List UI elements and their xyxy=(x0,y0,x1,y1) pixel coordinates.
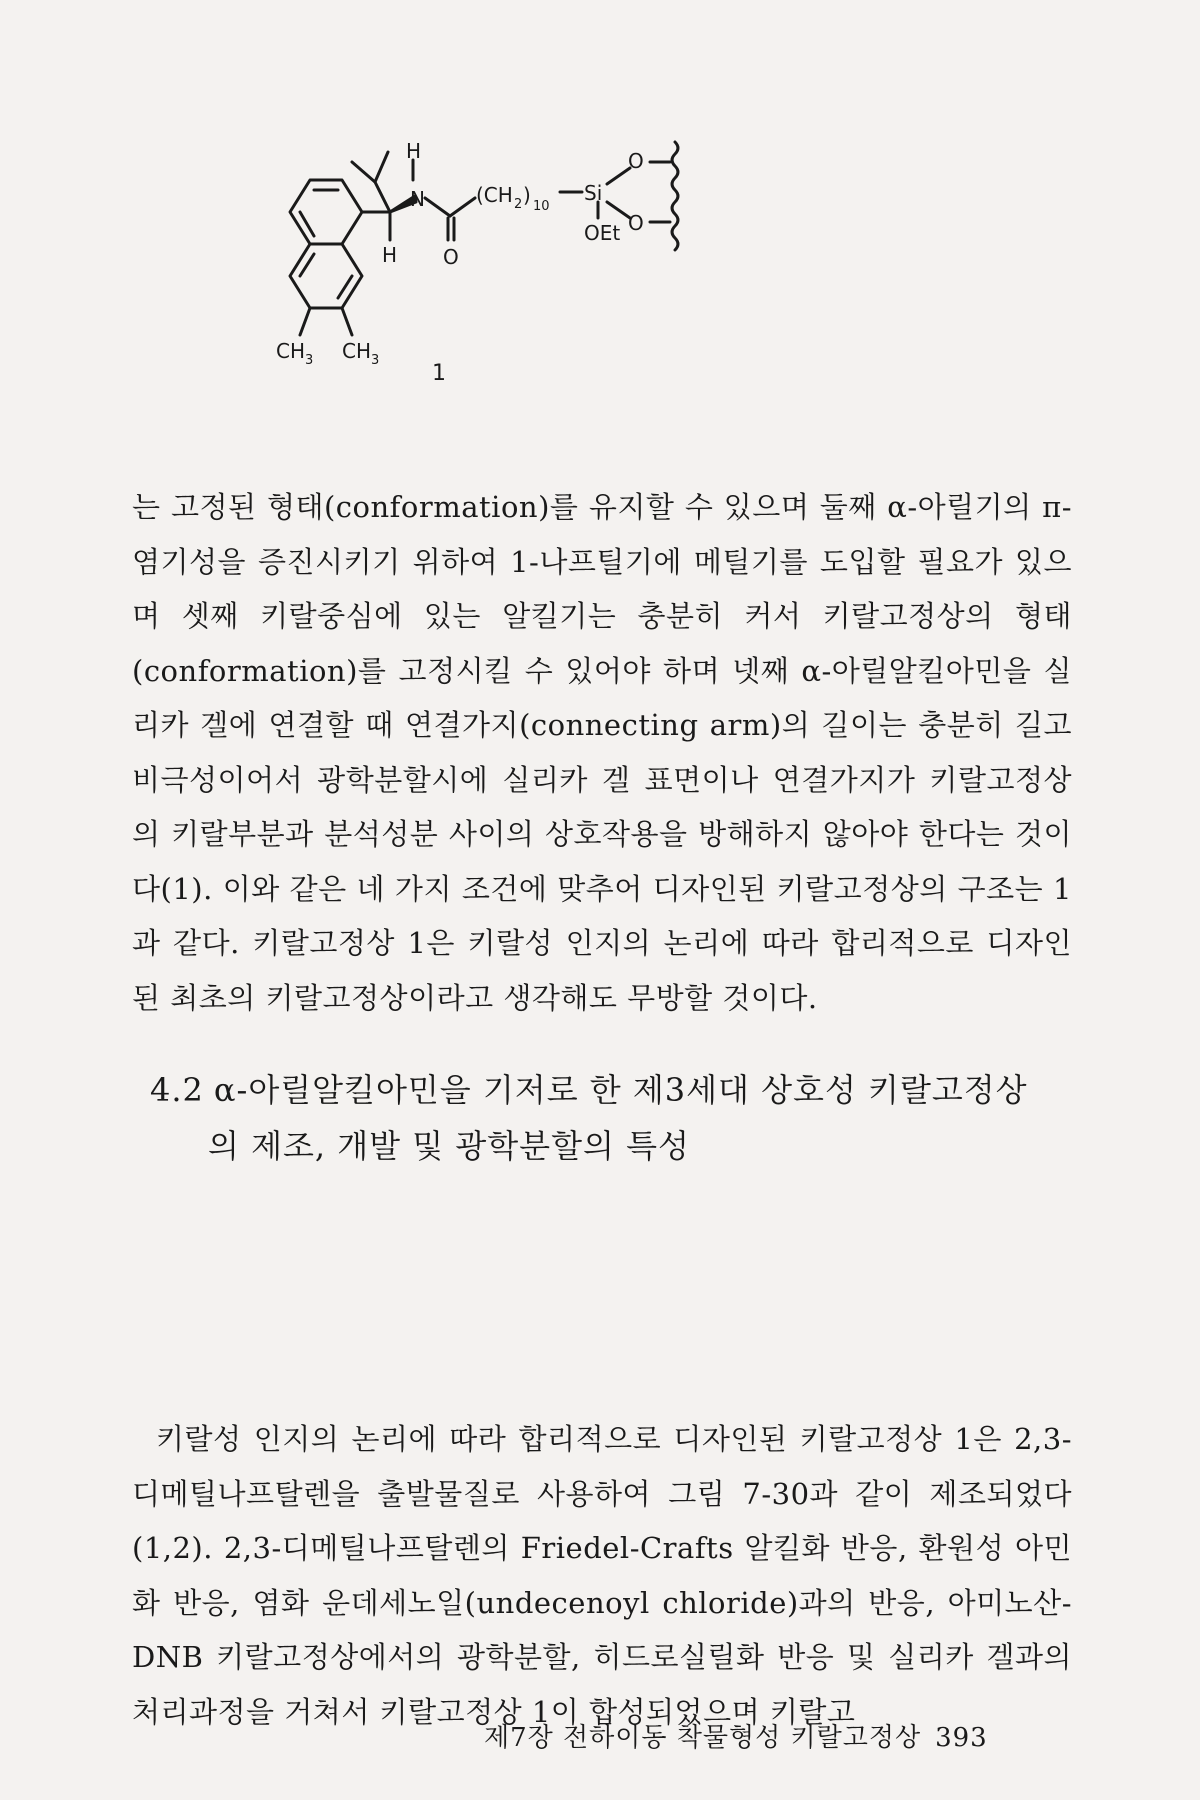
methyl-left-label: $CH_3$ xyxy=(276,339,314,368)
body-paragraph-2: 키랄성 인지의 논리에 따라 합리적으로 디자인된 키랄고정상 1은 2,3-디메틸나프탈렌을 출발물질로 사용하여 그림 7-30과 같이 제조되었다(1,2). 2,3-디메틸나프탈렌의 Friedel-Crafts 알킬화 반응, 환원성 아민화 반응, 염화 운데세노일(undecenoyl chloride)과의 반응, 아미노산-DNB 키랄고정상에서의 광학분할, 히드로실릴화 반응 및 실리카 겔과의 처리과정을 거쳐서 키랄고정상 1이 합성되었으며 키랄고 xyxy=(132,1422,1072,1729)
compound-number: 1 xyxy=(432,361,446,386)
chemical-structure-figure xyxy=(270,140,790,430)
oxygen-top-label: O xyxy=(628,149,644,173)
oxygen-bottom-label: O xyxy=(628,211,644,235)
section-heading xyxy=(150,1062,1050,1174)
chemical-structure-diagram xyxy=(270,140,790,430)
section-number: 4.2 xyxy=(150,1071,204,1109)
carbonyl-oxygen-label: O xyxy=(443,245,459,269)
ethoxy-label: OEt xyxy=(584,221,621,245)
section-title-line-1: α-아릴알킬아민을 기저로 한 제3세대 상호성 키랄고정상 xyxy=(213,1071,1028,1109)
body-paragraph-1: 는 고정된 형태(conformation)를 유지할 수 있으며 둘째 α-아릴기의 π-염기성을 증진시키기 위하여 1-나프틸기에 메틸기를 도입할 필요가 있으며 셋째 키랄중심에 있는 알킬기는 충분히 커서 키랄고정상의 형태(conformation)를 고정시킬 수 있어야 하며 넷째 α-아릴알킬아민을 실리카 겔에 연결할 때 연결가지(connecting arm)의 길이는 충분히 길고 비극성이어서 광학분할시에 실리카 겔 표면이나 연결가지가 키랄고정상의 키랄부분과 분석성분 사이의 상호작용을 방해하지 않아야 한다는 것이다(1). 이와 같은 네 가지 조건에 맞추어 디자인된 키랄고정상의 구조는 1과 같다. 키랄고정상 1은 키랄성 인지의 논리에 따라 합리적으로 디자인된 최초의 키랄고정상이라고 생각해도 무방할 것이다. xyxy=(132,490,1072,1015)
chain-length-subscript: 10 xyxy=(533,199,550,214)
chiral-h-label: H xyxy=(382,243,398,267)
page-number: 393 xyxy=(935,1723,988,1753)
methylene-label: (CH xyxy=(476,183,513,207)
section-title-line-2: 의 제조, 개발 및 광학분할의 특성 xyxy=(208,1127,690,1165)
methyl-right-label: $CH_3$ xyxy=(342,339,380,368)
page-footer xyxy=(484,1717,988,1754)
close-paren-label: ) xyxy=(523,183,531,207)
ch2-subscript: 2 xyxy=(514,197,523,212)
chapter-running-title: 제7장 전하이동 착물형성 키랄고정상 xyxy=(484,1723,922,1753)
amide-h-label: H xyxy=(406,140,422,163)
nitrogen-label: N xyxy=(410,187,425,211)
silicon-label: Si xyxy=(584,181,603,205)
